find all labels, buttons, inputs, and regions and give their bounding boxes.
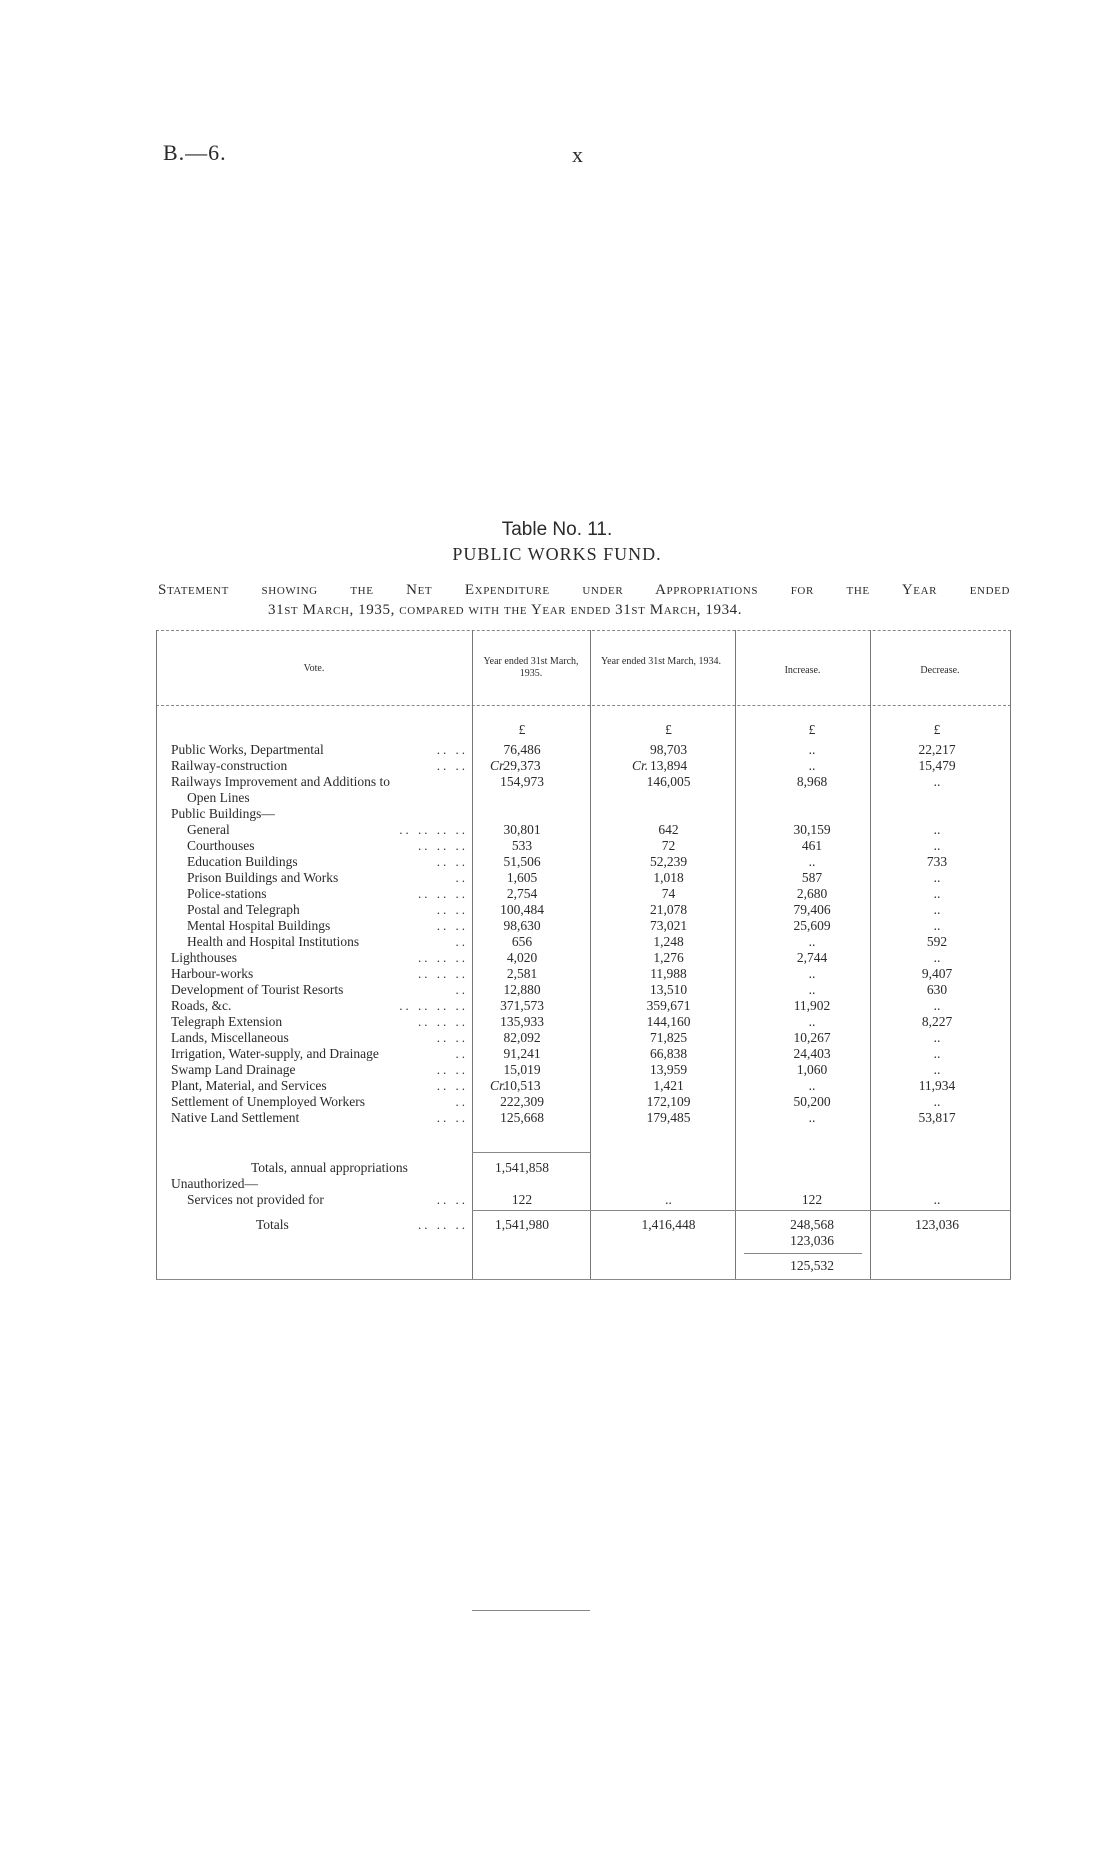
cell-y1935: 15,019	[503, 1062, 541, 1077]
leader-dots: .. ..	[436, 1110, 468, 1125]
cell-decrease: ..	[933, 774, 941, 789]
cell-y1935: 76,486	[503, 742, 541, 757]
cell-y1935: 125,668	[500, 1110, 544, 1125]
header-increase: Increase.	[784, 665, 821, 676]
cell-decrease: 15,479	[918, 758, 956, 773]
row-vote-label: Swamp Land Drainage	[171, 1062, 296, 1077]
cell-y1934: 98,703	[649, 742, 688, 757]
cell-increase: 25,609	[793, 918, 831, 933]
row-vote-label: Plant, Material, and Services	[171, 1078, 327, 1093]
cell-increase: 8,968	[796, 774, 828, 789]
cell-decrease: 11,934	[918, 1078, 956, 1093]
leader-dots: .. .. ..	[418, 1217, 468, 1232]
cell-decrease: ..	[933, 1094, 941, 1109]
cell-y1935: 1,605	[506, 870, 538, 885]
header-year-1934: Year ended 31st March, 1934.	[600, 656, 722, 667]
table-number: Table No. 11.	[501, 519, 613, 540]
leader-dots: ..	[455, 870, 468, 885]
row-vote-label: Harbour-works	[171, 966, 254, 981]
cell-y1934: 1,421	[653, 1078, 684, 1093]
leader-dots: .. .. ..	[418, 1014, 468, 1029]
cell-increase: 79,406	[793, 902, 831, 917]
row-vote-label: Irrigation, Water-supply, and Drainage	[171, 1046, 379, 1061]
cell-increase: ..	[808, 934, 816, 949]
net-increase: 125,532	[790, 1258, 834, 1273]
row-vote-label: Education Buildings	[187, 854, 298, 869]
cell-y1934: 52,239	[649, 854, 688, 869]
cell-y1934: 21,078	[649, 902, 688, 917]
cell-increase: 30,159	[793, 822, 831, 837]
leader-dots: .. .. ..	[418, 886, 468, 901]
credit-mark-1935: Cr.	[490, 758, 507, 773]
header-vote: Vote.	[303, 663, 325, 674]
cell-y1934: 179,485	[646, 1110, 691, 1125]
cell-y1935: 51,506	[503, 854, 541, 869]
cell-y1935: 371,573	[500, 998, 544, 1013]
unauthorized-sub-label: Services not provided for	[187, 1192, 324, 1207]
row-vote-label: Public Buildings—	[171, 806, 275, 821]
leader-dots: .. .. ..	[418, 950, 468, 965]
row-vote-label: Open Lines	[187, 790, 250, 805]
leader-dots: ..	[455, 1094, 468, 1109]
page-number: x	[572, 142, 583, 167]
cell-y1935: 2,754	[506, 886, 538, 901]
row-vote-label: Prison Buildings and Works	[187, 870, 339, 885]
cell-increase: ..	[808, 742, 816, 757]
cell-y1935: 100,484	[500, 902, 544, 917]
cell-y1935: 29,373	[503, 758, 541, 773]
leader-dots: ..	[455, 982, 468, 997]
cell-y1935: 656	[511, 934, 533, 949]
cell-increase: 24,403	[793, 1046, 831, 1061]
cell-increase: ..	[808, 1078, 816, 1093]
cell-decrease: ..	[933, 918, 941, 933]
col-rule-2	[590, 630, 591, 1279]
currency-increase: £	[808, 722, 816, 737]
cell-increase: 2,680	[796, 886, 828, 901]
cell-y1934: 144,160	[646, 1014, 691, 1029]
totals-increase: 248,568	[790, 1217, 834, 1232]
page-reference: B.—6.	[163, 140, 227, 165]
cell-decrease: 733	[926, 854, 948, 869]
row-vote-label: Railways Improvement and Additions to	[171, 774, 390, 789]
row-vote-label: Health and Hospital Institutions	[187, 934, 360, 949]
unauthorized-label: Unauthorized—	[171, 1176, 258, 1191]
cell-increase: ..	[808, 1014, 816, 1029]
cell-y1934: 642	[658, 822, 679, 837]
cell-y1934: 1,018	[653, 870, 684, 885]
leader-dots: .. .. ..	[418, 966, 468, 981]
row-vote-label: Mental Hospital Buildings	[187, 918, 331, 933]
cell-decrease: ..	[933, 950, 941, 965]
row-vote-label: Roads, &c.	[171, 998, 232, 1013]
cell-y1934: 13,959	[649, 1062, 688, 1077]
leader-dots: .. ..	[436, 918, 468, 933]
cell-y1935: 2,581	[506, 966, 538, 981]
cell-increase: 461	[801, 838, 823, 853]
cell-increase: 1,060	[796, 1062, 828, 1077]
cell-y1935: 533	[511, 838, 533, 853]
cell-decrease: ..	[933, 1030, 941, 1045]
cell-y1934: 13,894	[649, 758, 688, 773]
table-right-rule	[1010, 630, 1011, 1279]
statement-line-1: Statement showing the Net Expenditure under Appropriations for the Year ended	[158, 582, 1010, 598]
fund-title: PUBLIC WORKS FUND.	[452, 544, 662, 564]
cell-decrease: ..	[933, 870, 941, 885]
totals-1934: 1,416,448	[641, 1217, 696, 1232]
totals-increase-less-decrease: 123,036	[790, 1233, 834, 1248]
row-vote-label: Postal and Telegraph	[187, 902, 300, 917]
cell-decrease: 9,407	[921, 966, 953, 981]
leader-dots: .. ..	[436, 758, 468, 773]
statement-line-2: 31st March, 1935, compared with the Year ended 31st March, 1934.	[268, 602, 743, 618]
row-vote-label: General	[187, 822, 230, 837]
cell-y1934: 359,671	[646, 998, 691, 1013]
cell-decrease: 8,227	[921, 1014, 953, 1029]
cell-y1934: 1,248	[653, 934, 684, 949]
cell-y1935: 154,973	[500, 774, 544, 789]
row-vote-label: Settlement of Unemployed Workers	[171, 1094, 365, 1109]
leader-dots: .. ..	[436, 1030, 468, 1045]
totals-rule-1935	[472, 1210, 590, 1211]
totals-1935: 1,541,980	[495, 1217, 549, 1232]
cell-y1935: 222,309	[500, 1094, 544, 1109]
expenditure-table	[156, 630, 1011, 1279]
row-vote-label: Development of Tourist Resorts	[171, 982, 344, 997]
cell-increase: ..	[808, 758, 816, 773]
cell-decrease: ..	[933, 1062, 941, 1077]
unauthorized-increase: 122	[801, 1192, 823, 1207]
cell-increase: 50,200	[793, 1094, 831, 1109]
subtotal-rule	[472, 1610, 590, 1611]
unauthorized-1934: ..	[665, 1192, 672, 1207]
header-decrease: Decrease.	[920, 665, 960, 676]
leader-dots: ..	[455, 934, 468, 949]
row-vote-label: Police-stations	[187, 886, 267, 901]
cell-increase: ..	[808, 982, 816, 997]
cell-decrease: 592	[926, 934, 948, 949]
cell-increase: ..	[808, 854, 816, 869]
row-vote-label: Railway-construction	[171, 758, 288, 773]
row-vote-label: Native Land Settlement	[171, 1110, 300, 1125]
totals-rule-1934	[590, 1210, 735, 1211]
cell-y1934: 74	[661, 886, 676, 901]
totals-rule-decrease	[870, 1210, 1010, 1211]
leader-dots: .. ..	[436, 742, 468, 757]
cell-y1935: 91,241	[503, 1046, 541, 1061]
annual-totals-1935: 1,541,858	[495, 1160, 549, 1175]
cell-increase: 587	[801, 870, 823, 885]
cell-decrease: ..	[933, 822, 941, 837]
cell-y1935: 12,880	[503, 982, 541, 997]
table-bottom-rule	[156, 1279, 1011, 1280]
cell-decrease: 630	[926, 982, 948, 997]
cell-decrease: 53,817	[918, 1110, 956, 1125]
credit-mark-1935: Cr.	[490, 1078, 507, 1093]
row-vote-label: Telegraph Extension	[171, 1014, 283, 1029]
table-left-rule	[156, 630, 157, 1279]
cell-y1935: 98,630	[503, 918, 541, 933]
col-rule-4	[870, 630, 871, 1279]
cell-increase: 2,744	[796, 950, 828, 965]
leader-dots: .. ..	[436, 1078, 468, 1093]
annual-totals-label: Totals, annual appropriations	[251, 1160, 408, 1175]
table-top-rule	[156, 630, 1011, 631]
leader-dots: .. ..	[436, 1192, 468, 1207]
row-vote-label: Courthouses	[187, 838, 255, 853]
unauthorized-1935: 122	[511, 1192, 533, 1207]
leader-dots: .. ..	[436, 1062, 468, 1077]
cell-increase: 10,267	[793, 1030, 831, 1045]
cell-y1935: 30,801	[503, 822, 541, 837]
cell-y1934: 172,109	[646, 1094, 691, 1109]
header-rule	[156, 705, 1011, 706]
currency-1935: £	[518, 722, 526, 737]
cell-decrease: ..	[933, 998, 941, 1013]
cell-increase: ..	[808, 1110, 816, 1125]
net-increase-rule	[744, 1253, 862, 1254]
leader-dots: ..	[455, 1046, 468, 1061]
cell-y1934: 146,005	[646, 774, 691, 789]
cell-y1934: 72	[661, 838, 676, 853]
annual-total-rule	[472, 1152, 590, 1153]
cell-y1935: 135,933	[500, 1014, 544, 1029]
cell-y1934: 13,510	[649, 982, 688, 997]
currency-1934: £	[665, 722, 672, 737]
leader-dots: .. ..	[436, 902, 468, 917]
cell-decrease: ..	[933, 838, 941, 853]
totals-rule-increase	[735, 1210, 870, 1211]
cell-y1935: 82,092	[503, 1030, 541, 1045]
totals-decrease: 123,036	[915, 1217, 959, 1232]
unauthorized-decrease: ..	[933, 1192, 941, 1207]
leader-dots: .. ..	[436, 854, 468, 869]
cell-y1934: 71,825	[649, 1030, 688, 1045]
cell-y1934: 11,988	[650, 966, 687, 981]
totals-label: Totals	[256, 1217, 289, 1232]
cell-y1934: 66,838	[649, 1046, 688, 1061]
cell-decrease: ..	[933, 902, 941, 917]
cell-y1935: 10,513	[503, 1078, 541, 1093]
leader-dots: .. .. .. ..	[399, 998, 468, 1013]
leader-dots: .. .. ..	[418, 838, 468, 853]
cell-decrease: ..	[933, 886, 941, 901]
cell-y1934: 73,021	[649, 918, 688, 933]
cell-y1935: 4,020	[506, 950, 538, 965]
row-vote-label: Lands, Miscellaneous	[171, 1030, 289, 1045]
header-year-1935: Year ended 31st March, 1935.	[483, 656, 579, 679]
cell-decrease: ..	[933, 1046, 941, 1061]
cell-y1934: 1,276	[653, 950, 684, 965]
cell-increase: ..	[808, 966, 816, 981]
cell-decrease: 22,217	[918, 742, 956, 757]
cell-increase: 11,902	[793, 998, 831, 1013]
currency-decrease: £	[933, 722, 941, 737]
row-vote-label: Lighthouses	[171, 950, 237, 965]
leader-dots: .. .. .. ..	[399, 822, 468, 837]
credit-mark-1934: Cr.	[632, 758, 649, 773]
col-rule-3	[735, 630, 736, 1279]
row-vote-label: Public Works, Departmental	[171, 742, 324, 757]
